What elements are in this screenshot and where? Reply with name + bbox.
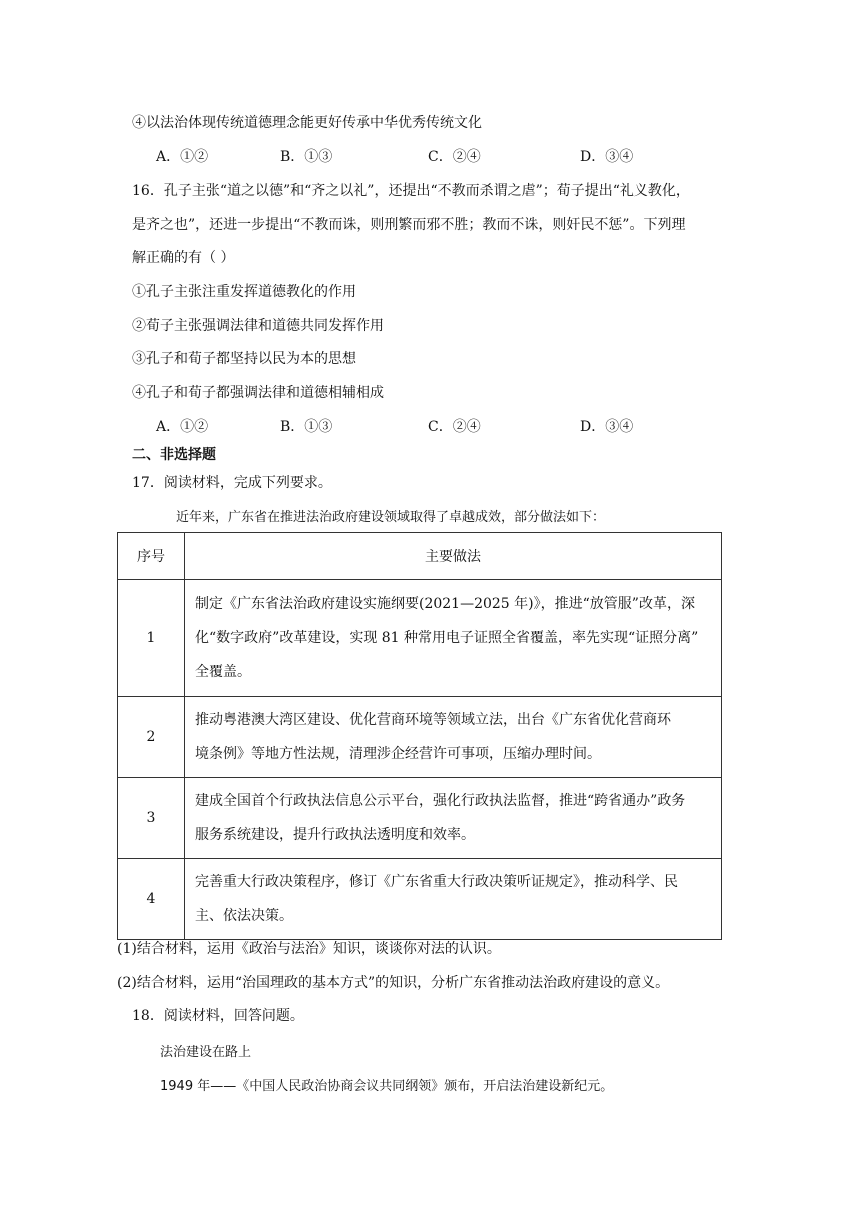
row-text-line: 全覆盖。 bbox=[195, 664, 251, 680]
q16-stem-line-2: 是齐之也”，还进一步提出“不教而诛，则刑繁而邪不胜；教而不诛，则奸民不惩”。下列理 bbox=[132, 217, 686, 233]
row-text-line: 服务系统建设，提升行政执法透明度和效率。 bbox=[195, 827, 475, 843]
row-number: 3 bbox=[118, 778, 185, 859]
q16-choices bbox=[156, 416, 756, 436]
table-header-measures: 主要做法 bbox=[185, 533, 722, 580]
row-text bbox=[185, 859, 722, 940]
q16-choice-c: C．②④ bbox=[428, 419, 481, 435]
row-number: 2 bbox=[118, 697, 185, 778]
row-text bbox=[185, 778, 722, 859]
q16-choice-d: D．③④ bbox=[580, 419, 634, 435]
q15-choices bbox=[156, 146, 756, 166]
row-text bbox=[185, 580, 722, 697]
row-text-line: 制定《广东省法治政府建设实施纲要(2021—2025 年)》，推进“放管服”改革，深 bbox=[195, 596, 695, 612]
q15-choice-d: D．③④ bbox=[580, 149, 634, 165]
q16-option-4: ④孔子和荀子都强调法律和道德相辅相成 bbox=[132, 385, 384, 401]
section-heading: 二、非选择题 bbox=[132, 447, 216, 463]
measures-table bbox=[117, 532, 722, 940]
q16-choice-b: B．①③ bbox=[280, 419, 333, 435]
q17-intro: 近年来，广东省在推进法治政府建设领域取得了卓越成效，部分做法如下： bbox=[176, 510, 606, 525]
q18-subtitle: 法治建设在路上 bbox=[160, 1045, 252, 1060]
row-text-line: 化“数字政府”改革建设，实现 81 种常用电子证照全省覆盖，率先实现“证照分离” bbox=[195, 630, 699, 646]
q16-option-3: ③孔子和荀子都坚持以民为本的思想 bbox=[132, 351, 356, 367]
row-text-line: 境条例》等地方性法规，清理涉企经营许可事项，压缩办理时间。 bbox=[195, 746, 601, 762]
q16-stem-line-3: 解正确的有（ ） bbox=[132, 250, 235, 266]
row-text-line: 完善重大行政决策程序，修订《广东省重大行政决策听证规定》，推动科学、民 bbox=[195, 874, 678, 890]
row-text-line: 推动粤港澳大湾区建设、优化营商环境等领域立法，出台《广东省优化营商环 bbox=[195, 712, 671, 728]
table-row bbox=[118, 697, 722, 778]
table-row bbox=[118, 580, 722, 697]
table-row bbox=[118, 859, 722, 940]
q16-stem-line-1: 16．孔子主张“道之以德”和“齐之以礼”，还提出“不教而杀谓之虐”；荀子提出“礼义教化， bbox=[132, 183, 690, 199]
row-number: 1 bbox=[118, 580, 185, 697]
row-text-line: 主、依法决策。 bbox=[195, 908, 293, 924]
table-row bbox=[118, 778, 722, 859]
q17-sub-2: (2)结合材料，运用“治国理政的基本方式”的知识，分析广东省推动法治政府建设的意义。 bbox=[117, 975, 670, 991]
q15-choice-c: C．②④ bbox=[428, 149, 481, 165]
q16-choice-a: A．①② bbox=[156, 419, 209, 435]
q18-1949: 1949 年——《中国人民政治协商会议共同纲领》颁布，开启法治建设新纪元。 bbox=[160, 1079, 614, 1094]
row-text bbox=[185, 697, 722, 778]
q18-stem: 18．阅读材料，回答问题。 bbox=[132, 1008, 304, 1024]
q15-choice-a: A．①② bbox=[156, 149, 209, 165]
row-number: 4 bbox=[118, 859, 185, 940]
q16-option-2: ②荀子主张强调法律和道德共同发挥作用 bbox=[132, 318, 384, 334]
row-text-line: 建成全国首个行政执法信息公示平台，强化行政执法监督，推进“跨省通办”政务 bbox=[195, 793, 686, 809]
q15-option-4: ④以法治体现传统道德理念能更好传承中华优秀传统文化 bbox=[132, 115, 482, 131]
q15-choice-b: B．①③ bbox=[280, 149, 333, 165]
q16-option-1: ①孔子主张注重发挥道德教化的作用 bbox=[132, 284, 356, 300]
q17-sub-1: (1)结合材料，运用《政治与法治》知识，谈谈你对法的认识。 bbox=[117, 941, 501, 957]
table-header-number: 序号 bbox=[118, 533, 185, 580]
q17-stem: 17．阅读材料，完成下列要求。 bbox=[132, 475, 332, 491]
